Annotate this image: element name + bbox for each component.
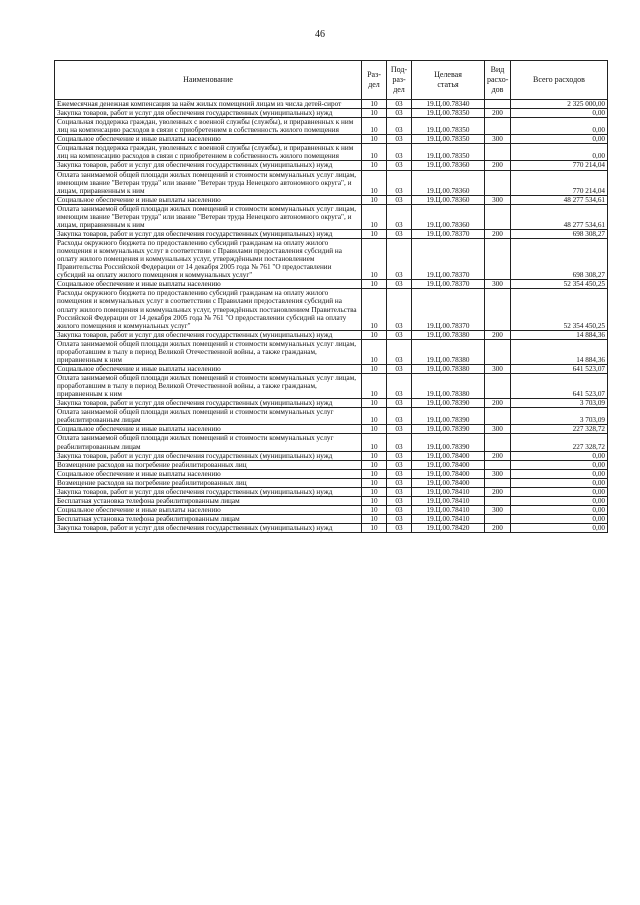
row-total: 641 523,07 xyxy=(511,374,608,399)
row-subsection: 03 xyxy=(387,280,412,289)
row-target: 19.Ц.00.78410 xyxy=(412,496,485,505)
row-subsection: 03 xyxy=(387,289,412,330)
table-row xyxy=(55,399,608,408)
row-section: 10 xyxy=(362,161,387,170)
row-name: Социальная поддержка граждан, уволенных с военной службы (службы), и приравненных к ним лиц на компенсацию расходов в связи с приобретением в собственность жилого помещения xyxy=(55,144,362,161)
row-section: 10 xyxy=(362,170,387,195)
table-row xyxy=(55,524,608,533)
table-row xyxy=(55,135,608,144)
row-target: 19.Ц.00.78400 xyxy=(412,451,485,460)
table-row xyxy=(55,434,608,451)
row-target: 19.Ц.00.78390 xyxy=(412,434,485,451)
row-expense-type: 200 xyxy=(485,524,511,533)
row-section: 10 xyxy=(362,451,387,460)
row-expense-type: 200 xyxy=(485,109,511,118)
table-row xyxy=(55,487,608,496)
table-row xyxy=(55,239,608,280)
table-row xyxy=(55,204,608,229)
row-section: 10 xyxy=(362,374,387,399)
row-total: 0,00 xyxy=(511,135,608,144)
table-row xyxy=(55,374,608,399)
row-expense-type xyxy=(485,239,511,280)
header-section: Раз- дел xyxy=(362,61,387,100)
row-expense-type xyxy=(485,170,511,195)
row-target: 19.Ц.00.78370 xyxy=(412,229,485,238)
row-target: 19.Ц.00.78400 xyxy=(412,478,485,487)
row-name: Социальное обеспечение и иные выплаты населению xyxy=(55,135,362,144)
row-target: 19.Ц.00.78410 xyxy=(412,505,485,514)
row-section: 10 xyxy=(362,330,387,339)
row-total: 0,00 xyxy=(511,478,608,487)
row-name: Закупка товаров, работ и услуг для обеспечения государственных (муниципальных) нужд xyxy=(55,109,362,118)
row-target: 19.Ц.00.78370 xyxy=(412,280,485,289)
header-subsection: Под- раз- дел xyxy=(387,61,412,100)
row-section: 10 xyxy=(362,460,387,469)
row-section: 10 xyxy=(362,289,387,330)
row-section: 10 xyxy=(362,505,387,514)
row-expense-type: 300 xyxy=(485,505,511,514)
row-expense-type: 300 xyxy=(485,280,511,289)
row-name: Расходы окружного бюджета по предоставлению субсидий гражданам на оплату жилого помещения и коммунальных услуг в соответствии с Правилами предоставления субсидий на оплату жилого помещения и коммунальных услуг, утверждённых постановлением Правительства Российской Федерации от 14 декабря 2005 года № 761 "О предоставлении субсидий на оплату жилого помещения и коммунальных услуг" xyxy=(55,289,362,330)
row-name: Закупка товаров, работ и услуг для обеспечения государственных (муниципальных) нужд xyxy=(55,229,362,238)
row-total: 48 277 534,61 xyxy=(511,204,608,229)
row-target: 19.Ц.00.78350 xyxy=(412,109,485,118)
row-total: 14 884,36 xyxy=(511,339,608,364)
row-total: 698 308,27 xyxy=(511,229,608,238)
row-name: Оплата занимаемой общей площади жилых помещений и стоимости коммунальных услуг лицам, проработавшим в тылу в период Великой Отечественной войны, а также гражданам, приравненным к ним xyxy=(55,339,362,364)
row-subsection: 03 xyxy=(387,469,412,478)
row-total: 0,00 xyxy=(511,144,608,161)
row-subsection: 03 xyxy=(387,204,412,229)
row-expense-type xyxy=(485,289,511,330)
table-body xyxy=(55,100,608,533)
row-target: 19.Ц.00.78420 xyxy=(412,524,485,533)
row-subsection: 03 xyxy=(387,100,412,109)
row-total: 0,00 xyxy=(511,524,608,533)
row-subsection: 03 xyxy=(387,161,412,170)
row-target: 19.Ц.00.78400 xyxy=(412,469,485,478)
row-target: 19.Ц.00.78360 xyxy=(412,195,485,204)
row-name: Бесплатная установка телефона реабилитированным лицам xyxy=(55,496,362,505)
row-target: 19.Ц.00.78370 xyxy=(412,289,485,330)
table-row xyxy=(55,109,608,118)
row-expense-type: 200 xyxy=(485,330,511,339)
row-subsection: 03 xyxy=(387,364,412,373)
table-row xyxy=(55,451,608,460)
table-row xyxy=(55,425,608,434)
table-row xyxy=(55,469,608,478)
row-subsection: 03 xyxy=(387,515,412,524)
row-expense-type: 200 xyxy=(485,451,511,460)
row-subsection: 03 xyxy=(387,478,412,487)
row-expense-type xyxy=(485,515,511,524)
table-row xyxy=(55,330,608,339)
row-subsection: 03 xyxy=(387,408,412,425)
row-section: 10 xyxy=(362,399,387,408)
row-total: 227 328,72 xyxy=(511,434,608,451)
row-expense-type: 300 xyxy=(485,135,511,144)
row-target: 19.Ц.00.78350 xyxy=(412,118,485,135)
row-expense-type xyxy=(485,118,511,135)
row-section: 10 xyxy=(362,425,387,434)
row-section: 10 xyxy=(362,204,387,229)
row-expense-type xyxy=(485,204,511,229)
row-total: 14 884,36 xyxy=(511,330,608,339)
row-target: 19.Ц.00.78390 xyxy=(412,425,485,434)
row-total: 52 354 450,25 xyxy=(511,280,608,289)
row-name: Закупка товаров, работ и услуг для обеспечения государственных (муниципальных) нужд xyxy=(55,487,362,496)
row-total: 0,00 xyxy=(511,487,608,496)
row-section: 10 xyxy=(362,478,387,487)
row-subsection: 03 xyxy=(387,399,412,408)
row-name: Закупка товаров, работ и услуг для обеспечения государственных (муниципальных) нужд xyxy=(55,451,362,460)
row-section: 10 xyxy=(362,229,387,238)
row-section: 10 xyxy=(362,469,387,478)
row-name: Социальное обеспечение и иные выплаты населению xyxy=(55,195,362,204)
row-name: Социальное обеспечение и иные выплаты населению xyxy=(55,364,362,373)
row-target: 19.Ц.00.78350 xyxy=(412,144,485,161)
row-section: 10 xyxy=(362,524,387,533)
row-section: 10 xyxy=(362,515,387,524)
row-section: 10 xyxy=(362,144,387,161)
row-target: 19.Ц.00.78390 xyxy=(412,408,485,425)
row-subsection: 03 xyxy=(387,239,412,280)
row-name: Оплата занимаемой общей площади жилых помещений и стоимости коммунальных услуг лицам, проработавшим в тылу в период Великой Отечественной войны, а также гражданам, приравненным к ним xyxy=(55,374,362,399)
row-subsection: 03 xyxy=(387,118,412,135)
row-subsection: 03 xyxy=(387,425,412,434)
row-section: 10 xyxy=(362,280,387,289)
row-section: 10 xyxy=(362,118,387,135)
row-target: 19.Ц.00.78400 xyxy=(412,460,485,469)
table-row xyxy=(55,195,608,204)
row-total: 698 308,27 xyxy=(511,239,608,280)
table-row xyxy=(55,478,608,487)
row-subsection: 03 xyxy=(387,195,412,204)
row-target: 19.Ц.00.78410 xyxy=(412,487,485,496)
row-total: 0,00 xyxy=(511,496,608,505)
row-total: 227 328,72 xyxy=(511,425,608,434)
row-expense-type: 200 xyxy=(485,487,511,496)
row-target: 19.Ц.00.78390 xyxy=(412,399,485,408)
row-target: 19.Ц.00.78340 xyxy=(412,100,485,109)
row-name: Закупка товаров, работ и услуг для обеспечения государственных (муниципальных) нужд xyxy=(55,524,362,533)
row-total: 3 703,09 xyxy=(511,408,608,425)
row-total: 770 214,04 xyxy=(511,170,608,195)
row-expense-type xyxy=(485,496,511,505)
table-row xyxy=(55,170,608,195)
row-expense-type: 300 xyxy=(485,425,511,434)
row-section: 10 xyxy=(362,239,387,280)
row-subsection: 03 xyxy=(387,109,412,118)
row-subsection: 03 xyxy=(387,170,412,195)
row-name: Возмещение расходов на погребение реабилитированных лиц xyxy=(55,478,362,487)
row-section: 10 xyxy=(362,364,387,373)
header-name: Наименование xyxy=(55,61,362,100)
row-expense-type xyxy=(485,144,511,161)
row-subsection: 03 xyxy=(387,487,412,496)
row-total: 0,00 xyxy=(511,109,608,118)
row-subsection: 03 xyxy=(387,330,412,339)
row-expense-type: 200 xyxy=(485,161,511,170)
row-total: 770 214,04 xyxy=(511,161,608,170)
table-row xyxy=(55,496,608,505)
row-name: Расходы окружного бюджета по предоставлению субсидий гражданам на оплату жилого помещения и коммунальных услуг в соответствии с Правилами предоставления субсидий на оплату жилого помещения и коммунальных услуг, утверждёнными постановлением Правительства Российской Федерации от 14 декабря 2005 года № 761 "О предоставлении субсидий на оплату жилого помещения и коммунальных услуг" xyxy=(55,239,362,280)
row-total: 0,00 xyxy=(511,505,608,514)
row-name: Социальное обеспечение и иные выплаты населению xyxy=(55,280,362,289)
table-row xyxy=(55,229,608,238)
row-subsection: 03 xyxy=(387,229,412,238)
table-row xyxy=(55,515,608,524)
row-section: 10 xyxy=(362,195,387,204)
row-target: 19.Ц.00.78380 xyxy=(412,339,485,364)
row-expense-type: 300 xyxy=(485,469,511,478)
row-name: Социальное обеспечение и иные выплаты населению xyxy=(55,505,362,514)
row-section: 10 xyxy=(362,135,387,144)
row-name: Закупка товаров, работ и услуг для обеспечения государственных (муниципальных) нужд xyxy=(55,330,362,339)
row-section: 10 xyxy=(362,434,387,451)
row-subsection: 03 xyxy=(387,524,412,533)
row-expense-type xyxy=(485,339,511,364)
row-subsection: 03 xyxy=(387,135,412,144)
row-total: 2 325 000,00 xyxy=(511,100,608,109)
row-target: 19.Ц.00.78380 xyxy=(412,374,485,399)
row-expense-type: 300 xyxy=(485,195,511,204)
row-name: Оплата занимаемой общей площади жилых помещений и стоимости коммунальных услуг лицам, имеющим звание "Ветеран труда" или звание "Ветеран труда Ненецкого автономного округа", и лицам, приравненным к ним xyxy=(55,204,362,229)
row-name: Бесплатная установка телефона реабилитированным лицам xyxy=(55,515,362,524)
row-expense-type xyxy=(485,100,511,109)
row-subsection: 03 xyxy=(387,496,412,505)
table-row xyxy=(55,339,608,364)
row-name: Закупка товаров, работ и услуг для обеспечения государственных (муниципальных) нужд xyxy=(55,399,362,408)
table-row xyxy=(55,144,608,161)
row-subsection: 03 xyxy=(387,339,412,364)
table-row xyxy=(55,505,608,514)
row-name: Социальное обеспечение и иные выплаты населению xyxy=(55,469,362,478)
header-target: Целевая статья xyxy=(412,61,485,100)
row-name: Ежемесячная денежная компенсация за наём жилых помещений лицам из числа детей-сирот xyxy=(55,100,362,109)
row-expense-type xyxy=(485,478,511,487)
row-target: 19.Ц.00.78380 xyxy=(412,364,485,373)
row-name: Социальная поддержка граждан, уволенных с военной службы (службы), и приравненных к ним лиц на компенсацию расходов в связи с приобретением в собственность жилого помещения xyxy=(55,118,362,135)
budget-table xyxy=(54,60,608,533)
row-total: 0,00 xyxy=(511,460,608,469)
row-total: 3 703,09 xyxy=(511,399,608,408)
table-row xyxy=(55,408,608,425)
row-expense-type: 200 xyxy=(485,229,511,238)
header-total: Всего расходов xyxy=(511,61,608,100)
row-total: 0,00 xyxy=(511,451,608,460)
header-expense-type: Вид расхо- дов xyxy=(485,61,511,100)
row-target: 19.Ц.00.78380 xyxy=(412,330,485,339)
table-row xyxy=(55,280,608,289)
row-name: Возмещение расходов на погребение реабилитированных лиц xyxy=(55,460,362,469)
table-row xyxy=(55,161,608,170)
table-row xyxy=(55,460,608,469)
row-total: 641 523,07 xyxy=(511,364,608,373)
table-row xyxy=(55,364,608,373)
row-subsection: 03 xyxy=(387,144,412,161)
row-section: 10 xyxy=(362,109,387,118)
row-name: Оплата занимаемой общей площади жилых помещений и стоимости коммунальных услуг лицам, имеющим звание "Ветеран труда" или звание "Ветеран труда Ненецкого автономного округа", и лицам, приравненным к ним xyxy=(55,170,362,195)
row-total: 0,00 xyxy=(511,469,608,478)
row-total: 0,00 xyxy=(511,118,608,135)
row-target: 19.Ц.00.78360 xyxy=(412,161,485,170)
row-total: 0,00 xyxy=(511,515,608,524)
row-subsection: 03 xyxy=(387,460,412,469)
row-expense-type xyxy=(485,374,511,399)
row-section: 10 xyxy=(362,496,387,505)
table-row xyxy=(55,118,608,135)
row-total: 48 277 534,61 xyxy=(511,195,608,204)
table-header-row xyxy=(55,61,608,100)
row-expense-type: 200 xyxy=(485,399,511,408)
row-section: 10 xyxy=(362,408,387,425)
row-subsection: 03 xyxy=(387,434,412,451)
row-target: 19.Ц.00.78350 xyxy=(412,135,485,144)
row-subsection: 03 xyxy=(387,374,412,399)
row-target: 19.Ц.00.78410 xyxy=(412,515,485,524)
row-expense-type xyxy=(485,460,511,469)
row-total: 52 354 450,25 xyxy=(511,289,608,330)
row-subsection: 03 xyxy=(387,505,412,514)
row-section: 10 xyxy=(362,100,387,109)
row-name: Социальное обеспечение и иные выплаты населению xyxy=(55,425,362,434)
row-target: 19.Ц.00.78360 xyxy=(412,204,485,229)
row-name: Закупка товаров, работ и услуг для обеспечения государственных (муниципальных) нужд xyxy=(55,161,362,170)
table-row xyxy=(55,100,608,109)
row-expense-type xyxy=(485,434,511,451)
row-section: 10 xyxy=(362,487,387,496)
row-expense-type xyxy=(485,408,511,425)
row-section: 10 xyxy=(362,339,387,364)
table-row xyxy=(55,289,608,330)
row-name: Оплата занимаемой общей площади жилых помещений и стоимости коммунальных услуг реабилитированным лицам xyxy=(55,408,362,425)
row-target: 19.Ц.00.78360 xyxy=(412,170,485,195)
row-expense-type: 300 xyxy=(485,364,511,373)
row-subsection: 03 xyxy=(387,451,412,460)
page-number: 46 xyxy=(315,29,325,40)
row-target: 19.Ц.00.78370 xyxy=(412,239,485,280)
row-name: Оплата занимаемой общей площади жилых помещений и стоимости коммунальных услуг реабилитированным лицам xyxy=(55,434,362,451)
